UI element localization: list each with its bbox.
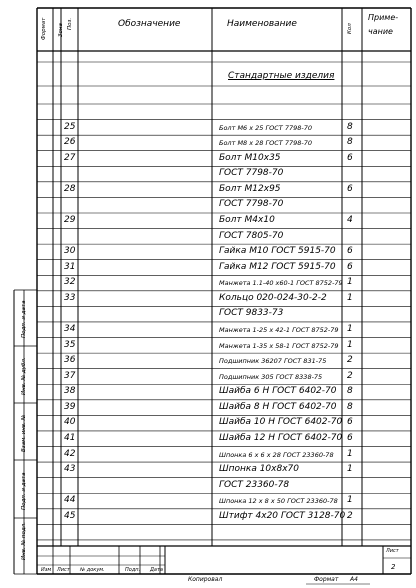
row-name: Гайка М10 ГОСТ 5915-70 xyxy=(219,246,336,257)
row-name: Болт М10х35 xyxy=(219,152,281,163)
tb-list: Лист xyxy=(57,567,70,573)
row-qty: 1 xyxy=(347,495,353,506)
row-pos: 36 xyxy=(64,355,76,366)
row-qty: 1 xyxy=(347,448,353,459)
row-qty: 6 xyxy=(347,417,353,428)
row-qty: 2 xyxy=(347,355,353,366)
row-name: Манжета 1-35 х 58-1 ГОСТ 8752-79 xyxy=(219,341,339,350)
row-name: Манжета 1-25 х 42-1 ГОСТ 8752-79 xyxy=(219,325,339,334)
row-pos: 42 xyxy=(64,448,76,459)
row-name: Болт М6 х 25 ГОСТ 7798-70 xyxy=(219,123,312,132)
side-label-inv-podl: Инв. № подл. xyxy=(21,522,27,560)
row-qty: 6 xyxy=(347,246,353,257)
row-qty: 6 xyxy=(347,432,353,443)
header-note-1: Приме- xyxy=(368,13,399,22)
side-label-podp-2: Подп. и дата xyxy=(21,472,27,510)
header-pos: Поз. xyxy=(67,17,73,30)
row-name: ГОСТ 7798-70 xyxy=(219,199,284,210)
row-qty: 8 xyxy=(347,386,353,397)
tb-izm: Изм xyxy=(41,567,52,573)
row-qty: 2 xyxy=(347,510,353,521)
row-pos: 30 xyxy=(64,246,76,257)
row-pos: 26 xyxy=(64,137,76,148)
row-pos: 39 xyxy=(64,401,76,412)
row-pos: 38 xyxy=(64,386,76,397)
tb-sheet-label: Лист xyxy=(386,548,399,554)
row-qty: 6 xyxy=(347,183,353,194)
row-name: Штифт 4х20 ГОСТ 3128-70 xyxy=(219,510,346,521)
row-pos: 33 xyxy=(64,292,76,303)
tb-sheet-number: 2 xyxy=(391,563,396,571)
row-qty: 1 xyxy=(347,323,353,334)
row-qty: 1 xyxy=(347,292,353,303)
row-pos: 45 xyxy=(64,510,76,521)
row-qty: 8 xyxy=(347,137,353,148)
row-name: ГОСТ 7798-70 xyxy=(219,168,284,179)
row-pos: 32 xyxy=(64,277,76,288)
header-qty: Кол xyxy=(347,23,353,34)
row-qty: 8 xyxy=(347,401,353,412)
row-name: Болт М4х10 xyxy=(219,214,275,225)
row-pos: 27 xyxy=(64,152,76,163)
row-qty: 1 xyxy=(347,339,353,350)
row-name: Подшипник 36207 ГОСТ 831-75 xyxy=(219,357,327,366)
row-qty: 2 xyxy=(347,370,353,381)
row-pos: 41 xyxy=(64,432,76,443)
row-qty: 4 xyxy=(347,214,353,225)
row-name: Кольцо 020-024-30-2-2 xyxy=(219,292,327,303)
side-label-vzam: Взам. инв. № xyxy=(21,414,27,452)
header-name: Наименование xyxy=(227,19,297,29)
row-qty: 1 xyxy=(347,464,353,475)
row-pos: 28 xyxy=(64,183,76,194)
row-name: ГОСТ 7805-70 xyxy=(219,230,284,241)
row-name: Шпонка 12 х 8 х 50 ГОСТ 23360-78 xyxy=(219,497,338,506)
row-pos: 40 xyxy=(64,417,76,428)
tb-date: Дата xyxy=(150,567,163,573)
row-qty: 1 xyxy=(347,277,353,288)
row-pos: 34 xyxy=(64,323,76,334)
row-name: ГОСТ 9833-73 xyxy=(219,308,284,319)
row-qty: 6 xyxy=(347,261,353,272)
header-format: Формат xyxy=(41,17,47,40)
tb-podp: Подп. xyxy=(125,567,141,573)
row-name: Гайка М12 ГОСТ 5915-70 xyxy=(219,261,336,272)
row-pos: 25 xyxy=(64,121,76,132)
row-name: Шайба 8 Н ГОСТ 6402-70 xyxy=(219,401,337,412)
row-pos: 35 xyxy=(64,339,76,350)
side-label-inv-dubl: Инв. № дубл. xyxy=(21,357,27,395)
header-note-2: чание xyxy=(368,27,393,36)
row-name: Болт М12х95 xyxy=(219,183,281,194)
row-name: Манжета 1.1-40 х60-1 ГОСТ 8752-79 xyxy=(219,279,343,288)
footer-copied: Копировал xyxy=(188,576,223,583)
row-name: Болт М8 х 28 ГОСТ 7798-70 xyxy=(219,139,312,148)
row-qty: 8 xyxy=(347,121,353,132)
row-name: ГОСТ 23360-78 xyxy=(219,479,290,490)
footer-format-value: А4 xyxy=(350,576,358,583)
row-name: Шпонка 6 х 6 х 28 ГОСТ 23360-78 xyxy=(219,450,334,459)
row-pos: 43 xyxy=(64,464,76,475)
row-pos: 37 xyxy=(64,370,76,381)
section-title: Стандартные изделия xyxy=(228,71,335,81)
tb-doc: № докум. xyxy=(80,567,105,573)
row-name: Шайба 6 Н ГОСТ 6402-70 xyxy=(219,386,337,397)
header-designation: Обозначение xyxy=(118,19,181,29)
row-pos: 29 xyxy=(64,214,76,225)
row-qty: 6 xyxy=(347,152,353,163)
row-name: Шайба 12 Н ГОСТ 6402-70 xyxy=(219,432,343,443)
row-name: Подшипник 305 ГОСТ 8338-75 xyxy=(219,372,323,381)
row-pos: 31 xyxy=(64,261,76,272)
row-name: Шпонка 10х8х70 xyxy=(219,464,299,475)
side-label-podp-1: Подп. и дата xyxy=(21,300,27,338)
row-name: Шайба 10 Н ГОСТ 6402-70 xyxy=(219,417,343,428)
header-zone: Зона xyxy=(58,23,64,37)
footer-format: Формат xyxy=(314,576,339,583)
row-pos: 44 xyxy=(64,495,76,506)
